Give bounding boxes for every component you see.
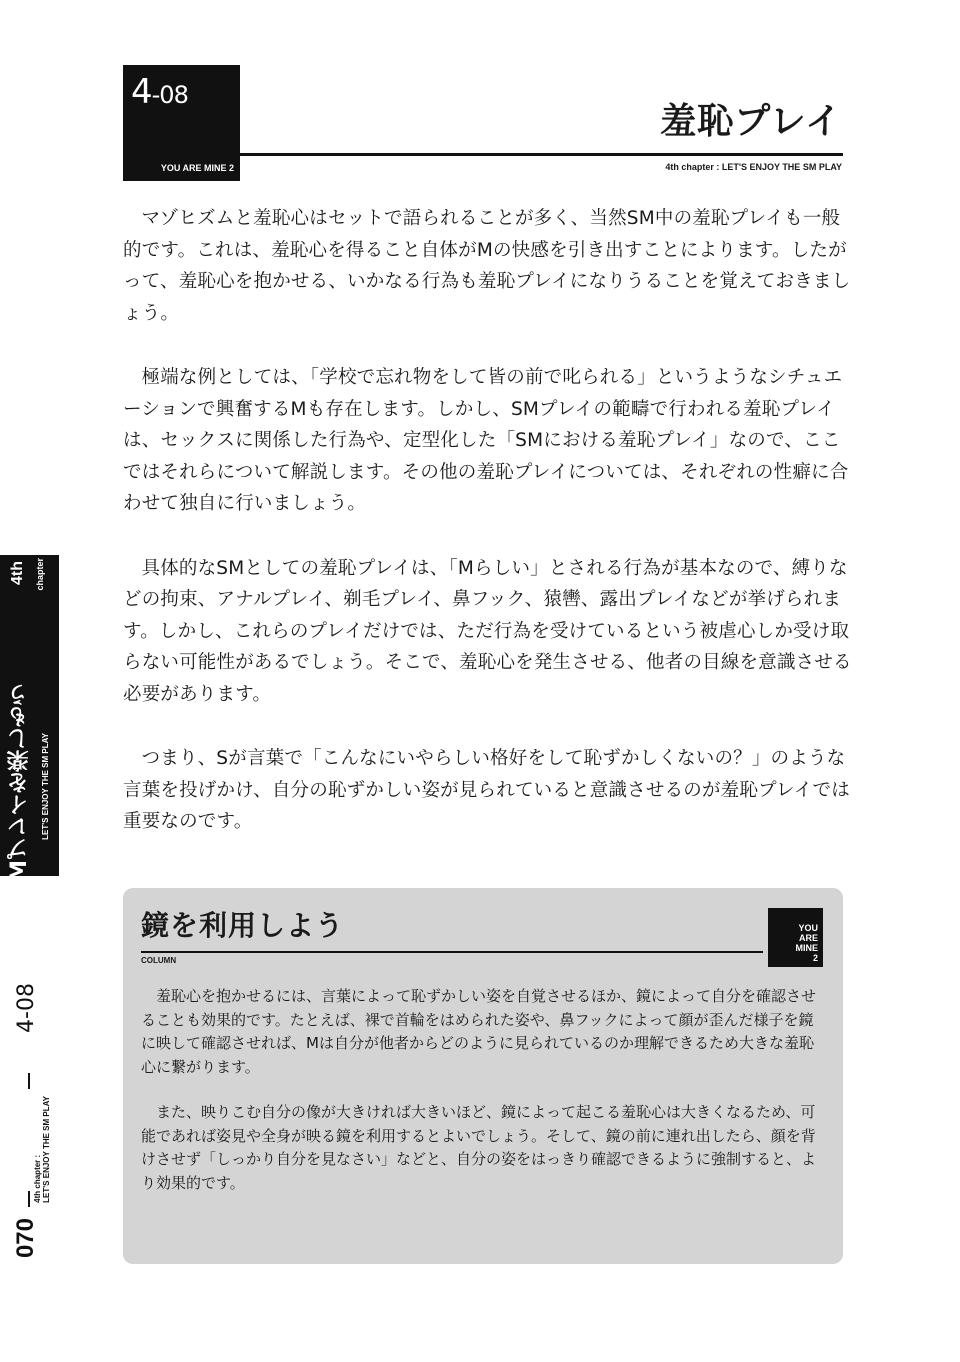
- chapter-number: [131, 72, 188, 112]
- side-tab-chapter-word: chapter: [35, 558, 45, 591]
- body-paragraph: 極端な例としては、「学校で忘れ物をして皆の前で叱られる」というようなシチュエーションで興奮するMも存在します。しかし、SMプレイの範疇で行われる羞恥プレイは、セックスに関係した行為や、定型化した「SMにおける羞恥プレイ」なので、ここではそれらについて解説します。その他の羞恥プレイについては、それぞれの性癖に合わせて独自に行いましょう。: [123, 367, 849, 514]
- column-box: [123, 888, 843, 1264]
- side-tab-chapter-number: 4th: [9, 561, 26, 585]
- chapter-number-box: [123, 65, 240, 181]
- column-paragraph: 羞恥心を抱かせるには、言葉によって恥ずかしい姿を自覚させるほか、鏡によって自分を確認させることも効果的です。たとえば、裸で首輪をはめられた姿や、鼻フックによって顔が歪んだ様子を鏡に映して確認させれば、Mは自分が他者からどのように見られているのか理解できるため大きな羞恥心に繋がります。: [141, 987, 817, 1076]
- chapter-number-main: 4: [131, 72, 152, 112]
- column-label: COLUMN: [141, 956, 177, 965]
- column-badge-line: 2: [812, 953, 818, 963]
- title-divider: [240, 153, 843, 156]
- footer-chapter-line: LET'S ENJOY THE SM PLAY: [41, 1096, 51, 1203]
- body-paragraph: 具体的なSMとしての羞恥プレイは、「Mらしい」とされる行為が基本なので、縛りなどの拘束、アナルプレイ、剃毛プレイ、鼻フック、猿轡、露出プレイなどが挙げられます。しかし、これらのプレイだけでは、ただ行為を受けているという被虐心しか受け取らない可能性があるでしょう。そこで、羞恥心を発生させる、他者の目線を意識させる必要があります。: [123, 557, 852, 705]
- page-number: 070: [12, 1218, 39, 1259]
- column-badge-line: MINE: [795, 943, 818, 953]
- footer-divider: [28, 1073, 30, 1089]
- body-paragraph: マゾヒズムと羞恥心はセットで語られることが多く、当然SM中の羞恥プレイも一般的です。これは、羞恥心を得ること自体がMの快感を引き出すことによります。したがって、羞恥心を抱かせる、いかなる行為も羞恥プレイになりうることを覚えておきましょう。: [123, 208, 851, 324]
- footer-chapter: [34, 1096, 52, 1203]
- footer-chapter-line: 4th chapter :: [33, 1154, 42, 1203]
- page-title: 羞恥プレイ: [660, 101, 842, 142]
- column-divider: [141, 951, 763, 953]
- footer-divider: [28, 1191, 30, 1207]
- page-subtitle: 4th chapter : LET'S ENJOY THE SM PLAY: [665, 162, 842, 172]
- side-tab-title: SMプレイを楽しもう: [7, 684, 32, 898]
- column-title: 鏡を利用しよう: [141, 909, 345, 942]
- column-badge-line: YOU: [798, 923, 818, 933]
- chapter-number-section: -08: [151, 81, 188, 109]
- footer-section-code: 4-08: [14, 983, 39, 1033]
- side-tab-subtitle: LET'S ENJOY THE SM PLAY: [41, 733, 50, 840]
- column-badge-line: ARE: [798, 933, 818, 943]
- column-body: [141, 985, 825, 1217]
- article-body: [123, 203, 853, 871]
- column-badge: [768, 908, 823, 967]
- column-paragraph: また、映りこむ自分の像が大きければ大きいほど、鏡によって起こる羞恥心は大きくなるため、可能であれば姿見や全身が映る鏡を利用するとよいでしょう。そして、鏡の前に連れ出したら、顔を背けさせず「しっかり自分を見なさい」などと、自分の姿をはっきり確認できるように強制すると、より効果的です。: [141, 1103, 817, 1192]
- body-paragraph: つまり、Sが言葉で「こんなにいやらしい格好をして恥ずかしくないの？」のような言葉を投げかけ、自分の恥ずかしい姿が見られていると意識させるのが羞恥プレイでは重要なのです。: [123, 748, 850, 832]
- chapter-tag: YOU ARE MINE 2: [160, 163, 234, 173]
